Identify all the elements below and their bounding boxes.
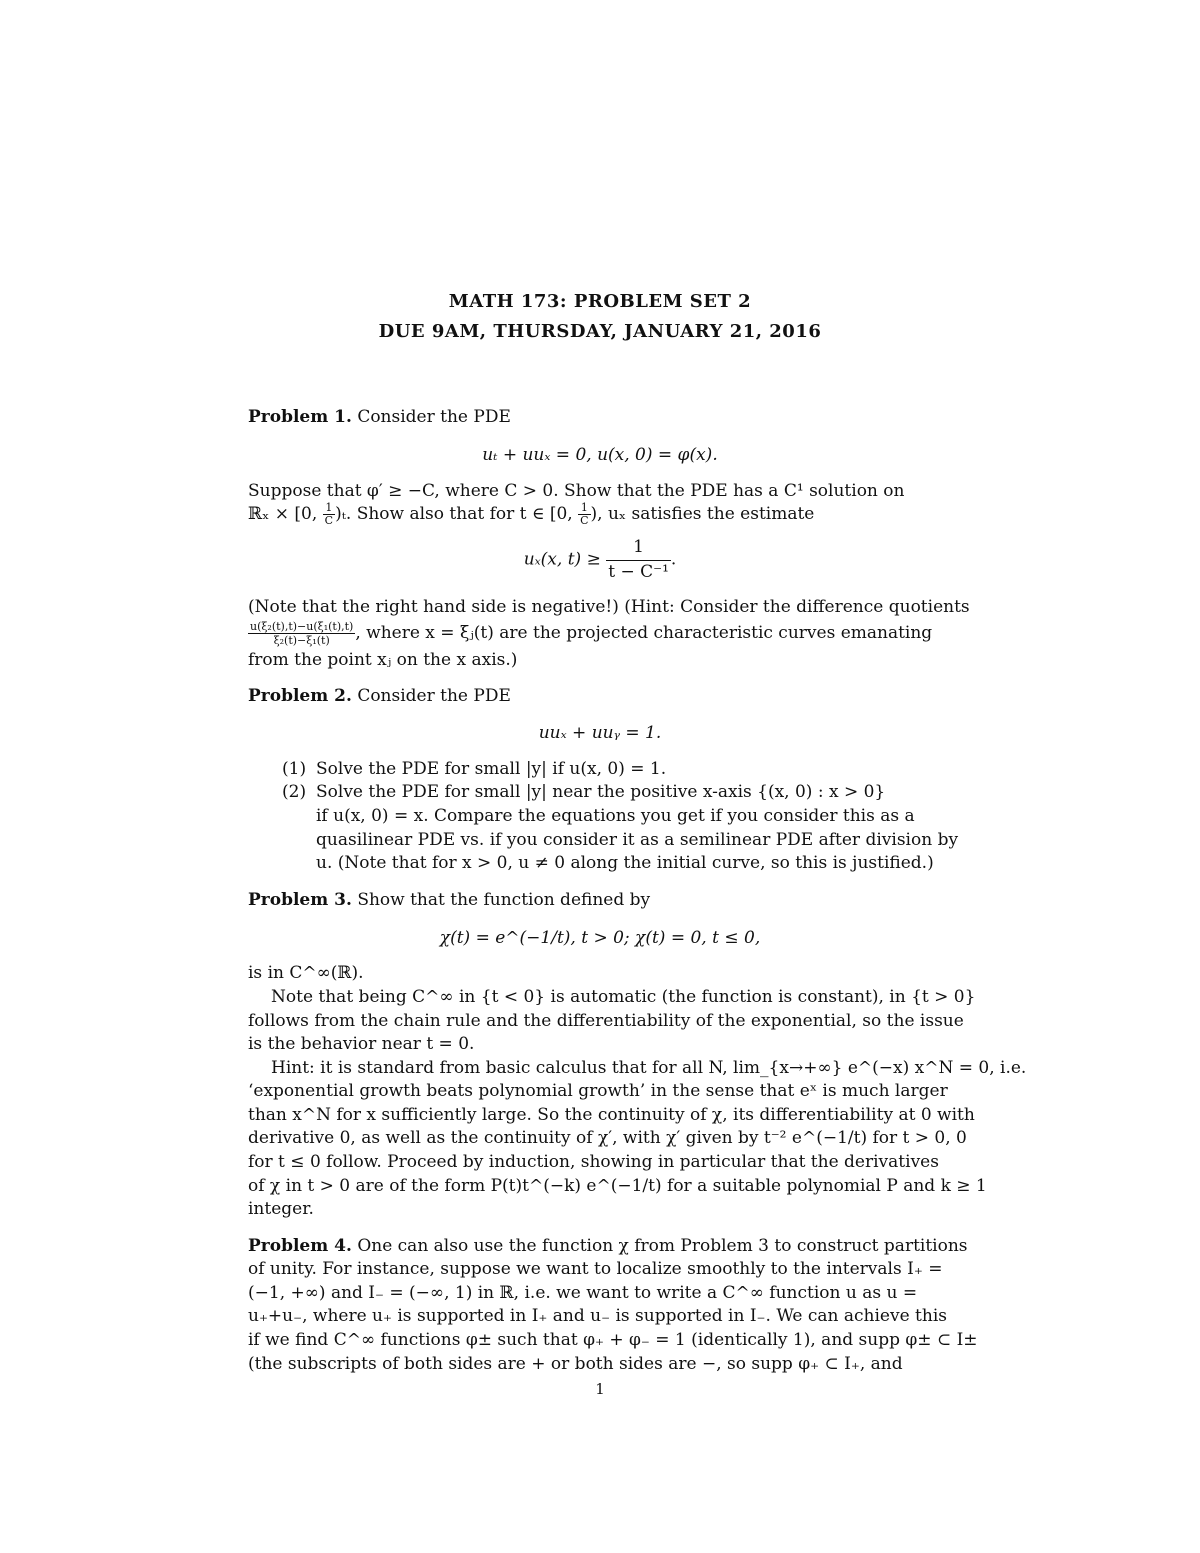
estimate-lhs: uₓ(x, t) ≥ (523, 549, 601, 570)
fraction-numerator: 1 (578, 502, 590, 515)
problem-1-intro-text: Consider the PDE (357, 407, 511, 427)
problem-3-intro-text: Show that the function defined by (357, 890, 651, 910)
problem-2-intro (248, 685, 511, 709)
problem-4-line-1-text: One can also use the function χ from Problem 3 to construct partitions (357, 1236, 968, 1256)
problem-2-item-2-line-2: if u(x, 0) = x. Compare the equations you get if you consider this as a (316, 806, 915, 826)
title: MATH 173: PROBLEM SET 2 (448, 291, 752, 312)
problem-3-line-10: of χ in t > 0 are of the form P(t)t^(−k) e^(−1/t) for a suitable polynomial P and k ≥ 1 (248, 1176, 987, 1196)
problem-1-intro (248, 406, 511, 430)
problem-2-item-2-label: (2) (282, 782, 307, 802)
period: . (670, 549, 677, 570)
problem-4-line-4: u₊+u₋, where u₊ is supported in I₊ and u₋ is supported in I₋. We can achieve this (248, 1306, 947, 1326)
problem-2-item-2-line-1: Solve the PDE for small |y| near the positive x-axis {(x, 0) : x > 0} (316, 782, 886, 802)
problem-3-line-2: Note that being C^∞ in {t < 0} is automatic (the function is constant), in {t > 0} (271, 987, 976, 1007)
page-number: 1 (595, 1380, 605, 1398)
problem-3-line-6: ‘exponential growth beats polynomial growth’ in the sense that eˣ is much larger (248, 1081, 948, 1101)
fraction-denominator: t − C⁻¹ (608, 561, 669, 582)
fraction-denominator: ξ₂(t)−ξ₁(t) (273, 634, 330, 647)
problem-4-line-5: if we find C^∞ functions φ± such that φ₊ + φ₋ = 1 (identically 1), and supp φ± ⊂ I± (248, 1330, 978, 1350)
equation-text: uₜ + uuₓ = 0, u(x, 0) = φ(x). (482, 445, 718, 465)
problem-2-equation (0, 722, 1200, 746)
problem-1-equation (0, 444, 1200, 468)
problem-1-estimate (0, 536, 1200, 584)
problem-1-line-3: (Note that the right hand side is negative!) (Hint: Consider the difference quotients (248, 597, 970, 617)
problem-4-heading: Problem 4. (248, 1236, 352, 1256)
text-part: , where x = ξⱼ(t) are the projected characteristic curves emanating (355, 623, 933, 643)
problem-1-line-5: from the point xⱼ on the x axis.) (248, 650, 518, 670)
problem-1-heading: Problem 1. (248, 407, 352, 427)
problem-3-line-8: derivative 0, as well as the continuity of χ′, with χ′ given by t⁻² e^(−1/t) for t > 0, 0 (248, 1128, 967, 1148)
text-part: ), uₓ satisfies the estimate (590, 504, 815, 524)
problem-4-line-1 (248, 1235, 968, 1259)
fraction (578, 502, 590, 527)
fraction-numerator: u(ξ₂(t),t)−u(ξ₁(t),t) (250, 620, 354, 633)
problem-1-line-2 (248, 502, 814, 527)
problem-3-heading: Problem 3. (248, 890, 352, 910)
text-part: )ₜ. Show also that for t ∈ [0, (335, 504, 579, 524)
fraction-numerator: 1 (323, 502, 335, 515)
problem-3-line-11: integer. (248, 1199, 314, 1219)
problem-2-item-2-line-4: u. (Note that for x > 0, u ≠ 0 along the initial curve, so this is justified.) (316, 853, 934, 873)
problem-3-line-5: Hint: it is standard from basic calculus that for all N, lim_{x→+∞} e^(−x) x^N = 0, i.e. (271, 1058, 1027, 1078)
problem-3-line-1: is in C^∞(ℝ). (248, 963, 364, 983)
problem-2-item-2-line-3: quasilinear PDE vs. if you consider it as a semilinear PDE after division by (316, 830, 959, 850)
fraction-numerator: 1 (606, 536, 671, 561)
problem-3-line-9: for t ≤ 0 follow. Proceed by induction, showing in particular that the derivatives (248, 1152, 939, 1172)
problem-1-line-1: Suppose that φ′ ≥ −C, where C > 0. Show that the PDE has a C¹ solution on (248, 481, 905, 501)
subtitle: DUE 9AM, THURSDAY, JANUARY 21, 2016 (378, 321, 822, 342)
estimate-fraction (606, 536, 671, 584)
equation-text: χ(t) = e^(−1/t), t > 0; χ(t) = 0, t ≤ 0, (439, 928, 761, 948)
problem-2-item-1: Solve the PDE for small |y| if u(x, 0) = 1. (316, 759, 667, 779)
problem-3-line-4: is the behavior near t = 0. (248, 1034, 475, 1054)
problem-4-line-3: (−1, +∞) and I₋ = (−∞, 1) in ℝ, i.e. we want to write a C^∞ function u as u = (248, 1283, 918, 1303)
problem-3-intro (248, 889, 650, 913)
problem-4-line-2: of unity. For instance, suppose we want to localize smoothly to the intervals I₊ = (248, 1259, 943, 1279)
fraction (323, 502, 335, 527)
problem-2-item-1-label: (1) (282, 759, 307, 779)
problem-2-heading: Problem 2. (248, 686, 352, 706)
problem-1-line-4 (248, 620, 932, 647)
fraction-denominator: C (324, 514, 334, 527)
problem-3-equation (0, 927, 1200, 951)
difference-quotient (248, 620, 355, 647)
problem-3-line-7: than x^N for x sufficiently large. So the continuity of χ, its differentiability at 0 with (248, 1105, 975, 1125)
problem-4-line-6: (the subscripts of both sides are + or both sides are −, so supp φ₊ ⊂ I₊, and (248, 1354, 903, 1374)
text-part: ℝₓ × [0, (248, 504, 323, 524)
fraction-denominator: C (580, 514, 589, 527)
problem-3-line-3: follows from the chain rule and the differentiability of the exponential, so the issue (248, 1011, 964, 1031)
equation-text: uuₓ + uuᵧ = 1. (538, 723, 662, 743)
problem-2-intro-text: Consider the PDE (357, 686, 511, 706)
